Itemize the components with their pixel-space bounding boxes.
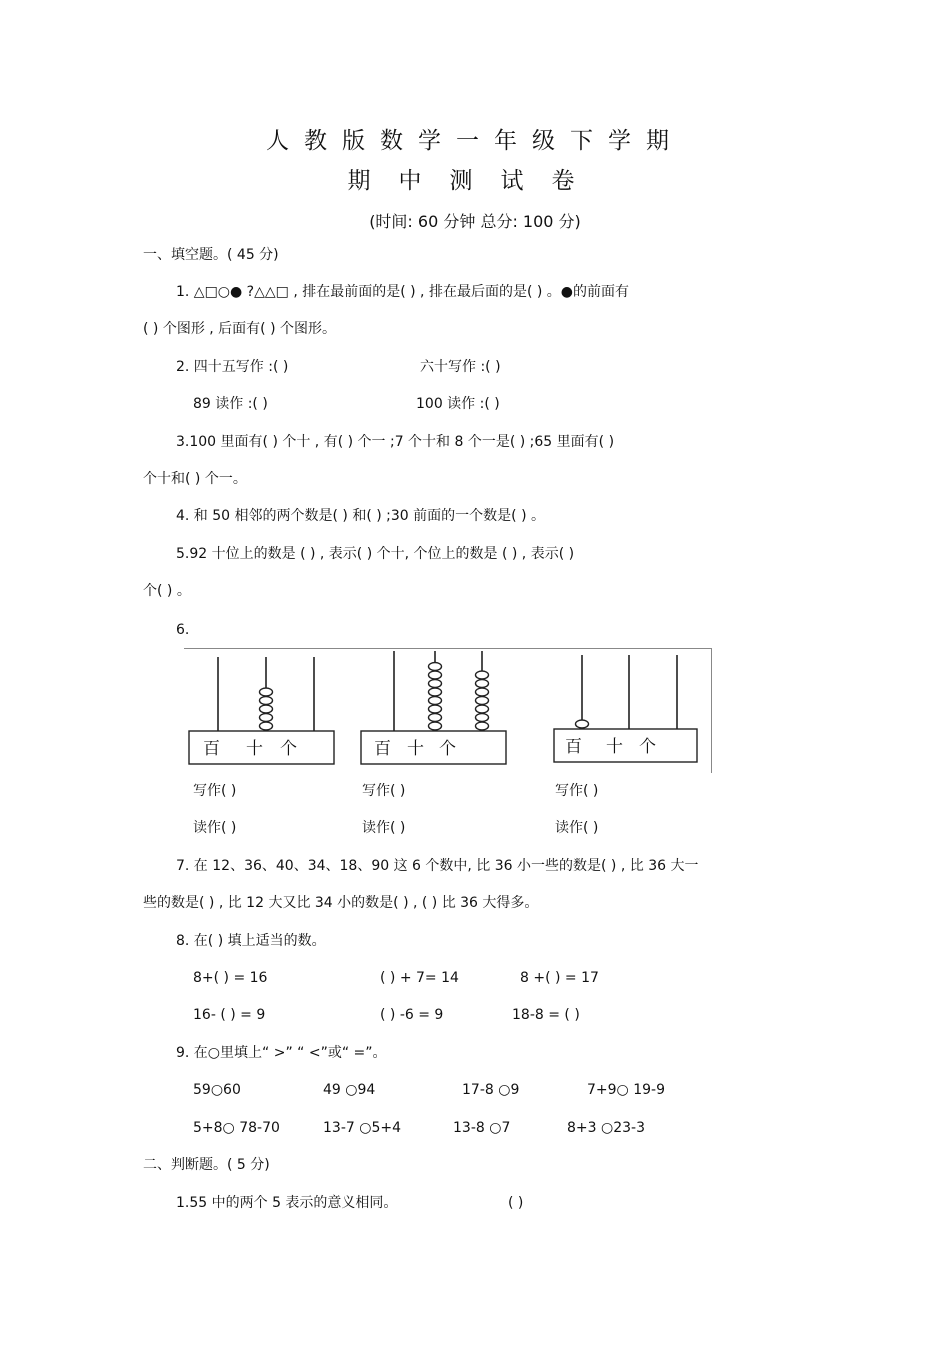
abacus-bead [260,697,273,705]
q6-write-2: 写作( ) [362,783,406,799]
section-2-heading: 二、判断题。( 5 分) [143,1157,270,1173]
abacus-bead [429,714,442,722]
exam-meta: (时间: 60 分钟 总分: 100 分) [369,212,581,231]
abacus-bead [260,705,273,713]
abacus-place-label: 十 [606,737,623,757]
abacus-bead [429,722,442,730]
q9-r1-c1: 59○60 [193,1082,241,1098]
q2-read89: 89 读作 :( ) [193,396,268,412]
q7-line2: 些的数是( ) , 比 12 大又比 34 小的数是( ) , ( ) 比 36 大得多。 [143,895,539,911]
abacus-place-label: 十 [246,739,263,759]
abacus-place-label: 个 [439,739,456,759]
abacus-place-label: 百 [374,739,391,759]
abacus-panel [184,648,712,773]
q8-expr-5: ( ) -6 = 9 [380,1007,444,1023]
q9-r1-c3: 17-8 ○9 [462,1082,520,1098]
abacus-bead [429,697,442,705]
q9-r2-c2: 13-7 ○5+4 [323,1120,401,1136]
abacus-bead [429,688,442,696]
q1-line2: ( ) 个图形 , 后面有( ) 个图形。 [143,321,336,337]
s2-q1: 1.55 中的两个 5 表示的意义相同。 [176,1195,398,1211]
q6-read-2: 读作( ) [362,820,406,836]
q5-line2: 个( ) 。 [143,583,191,599]
q8-expr-4: 16- ( ) = 9 [193,1007,266,1023]
s2-q1-answer-paren: ( ) [508,1195,524,1211]
page-title: 人教版数学一年级下学期 [266,128,684,154]
q4: 4. 和 50 相邻的两个数是( ) 和( ) ;30 前面的一个数是( ) 。 [176,508,545,524]
q6-read-3: 读作( ) [555,820,599,836]
abacus-3 [554,655,697,762]
abacus-bead [260,688,273,696]
q9-r2-c3: 13-8 ○7 [453,1120,511,1136]
q2-write45: 2. 四十五写作 :( ) [176,359,289,375]
q9-r1-c4: 7+9○ 19-9 [587,1082,665,1098]
abacus-figure [184,649,711,773]
abacus-bead [476,688,489,696]
q5-line1: 5.92 十位上的数是 ( ) , 表示( ) 个十, 个位上的数是 ( ) , 表示( ) [176,546,575,562]
abacus-place-label: 百 [203,739,220,759]
abacus-bead [476,697,489,705]
q9-r2-c1: 5+8○ 78-70 [193,1120,280,1136]
abacus-bead [476,714,489,722]
abacus-bead [429,671,442,679]
abacus-bead [429,680,442,688]
abacus-bead [260,714,273,722]
abacus-place-label: 百 [565,737,582,757]
q6-number: 6. [176,622,190,638]
q6-read-1: 读作( ) [193,820,237,836]
abacus-bead [476,705,489,713]
q8-expr-3: 8 +( ) = 17 [520,970,599,986]
abacus-bead [476,680,489,688]
q3-line1: 3.100 里面有( ) 个十 , 有( ) 个一 ;7 个十和 8 个一是( ) ;65 里面有( ) [176,434,615,450]
section-1-heading: 一、填空题。( 45 分) [143,247,279,263]
page-subtitle: 期中测试卷 [347,168,603,194]
q9-heading: 9. 在○里填上“ >” “ <”或“ =”。 [176,1045,387,1061]
q8-expr-6: 18-8 = ( ) [512,1007,580,1023]
q9-r2-c4: 8+3 ○23-3 [567,1120,645,1136]
abacus-bead [260,722,273,730]
q6-write-3: 写作( ) [555,783,599,799]
abacus-place-label: 十 [407,739,424,759]
abacus-bead [429,705,442,713]
abacus-place-label: 个 [639,737,656,757]
abacus-bead [429,663,442,671]
q8-heading: 8. 在( ) 填上适当的数。 [176,933,326,949]
abacus-bead [476,671,489,679]
abacus-2 [361,651,506,764]
abacus-place-label: 个 [280,739,297,759]
q3-line2: 个十和( ) 个一。 [143,471,247,487]
abacus-1 [189,657,334,764]
q2-read100: 100 读作 :( ) [416,396,500,412]
q8-expr-1: 8+( ) = 16 [193,970,268,986]
q8-expr-2: ( ) + 7= 14 [380,970,459,986]
q1-line1: 1. △□○● ?△△□ , 排在最前面的是( ) , 排在最后面的是( ) 。●的前面有 [176,284,629,300]
q7-line1: 7. 在 12、36、40、34、18、90 这 6 个数中, 比 36 小一些的数是( ) , 比 36 大一 [176,858,699,874]
q9-r1-c2: 49 ○94 [323,1082,376,1098]
abacus-bead [476,722,489,730]
q6-write-1: 写作( ) [193,783,237,799]
q2-write60: 六十写作 :( ) [420,359,501,375]
abacus-bead [576,720,589,728]
